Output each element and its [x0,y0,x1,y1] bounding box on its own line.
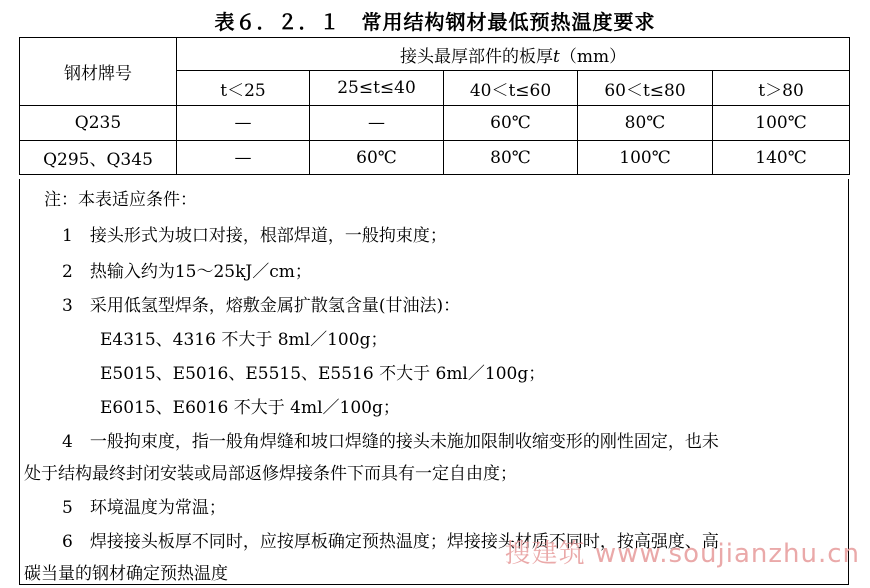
note-item: 处于结构最终封闭安装或局部返修焊接条件下而具有一定自由度； [24,464,517,484]
note-item: 2 热输入约为15～25kJ／cm； [62,262,312,282]
header-range-3: 40＜t≤60 [444,71,578,106]
note-item: 6 焊接接头板厚不同时，应按厚板确定预热温度；焊接接头材质不同时，按高强度、高 [62,532,719,552]
watermark: 搜建筑 www.soujianzhu.cn [504,539,860,569]
cell-value: 100℃ [578,141,713,175]
note-item: 5 环境温度为常温； [62,498,226,518]
table-row [20,141,850,175]
note-item: 4 一般拘束度，指一般角焊缝和坡口焊缝的接头未施加限制收缩变形的刚性固定，也未 [62,432,719,452]
note-item: 碳当量的钢材确定预热温度 [24,564,228,584]
header-thickness-variable: t [552,46,560,67]
header-thickness-unit: （mm） [559,46,627,67]
note-item: E5015、E5016、E5515、E5516 不大于 6ml／100g； [100,364,546,384]
cell-value: 60℃ [310,141,444,175]
cell-grade: Q295、Q345 [20,141,177,175]
header-range-5: t＞80 [713,71,850,106]
header-plate-thickness [177,38,850,71]
note-item: E4315、4316 不大于 8ml／100g； [100,330,388,350]
cell-value: — [177,141,310,175]
cell-value: 80℃ [578,106,713,141]
table-row [20,106,850,141]
notes-heading: 注：本表适应条件： [44,190,197,210]
header-range-4: 60＜t≤80 [578,71,713,106]
cell-value: — [310,106,444,141]
note-item: 1 接头形式为坡口对接，根部焊道，一般拘束度； [62,226,447,246]
cell-value: 60℃ [444,106,578,141]
cell-value: 100℃ [713,106,850,141]
note-item: E6015、E6016 不大于 4ml／100g； [100,398,400,418]
cell-value: 140℃ [713,141,850,175]
note-item: 3 采用低氢型焊条，熔敷金属扩散氢含量(甘油法)： [62,296,461,316]
preheat-temperature-table [19,37,850,175]
header-range-2: 25≤t≤40 [310,71,444,106]
header-range-1: t＜25 [177,71,310,106]
cell-value: 80℃ [444,141,578,175]
notes-section [19,179,849,585]
header-plate-thickness-label: 接头最厚部件的板厚 [399,46,553,67]
cell-grade: Q235 [20,106,177,141]
header-steel-grade: 钢材牌号 [20,38,177,106]
cell-value: — [177,106,310,141]
table-title: 表６．２．１ 常用结构钢材最低预热温度要求 [214,10,656,34]
